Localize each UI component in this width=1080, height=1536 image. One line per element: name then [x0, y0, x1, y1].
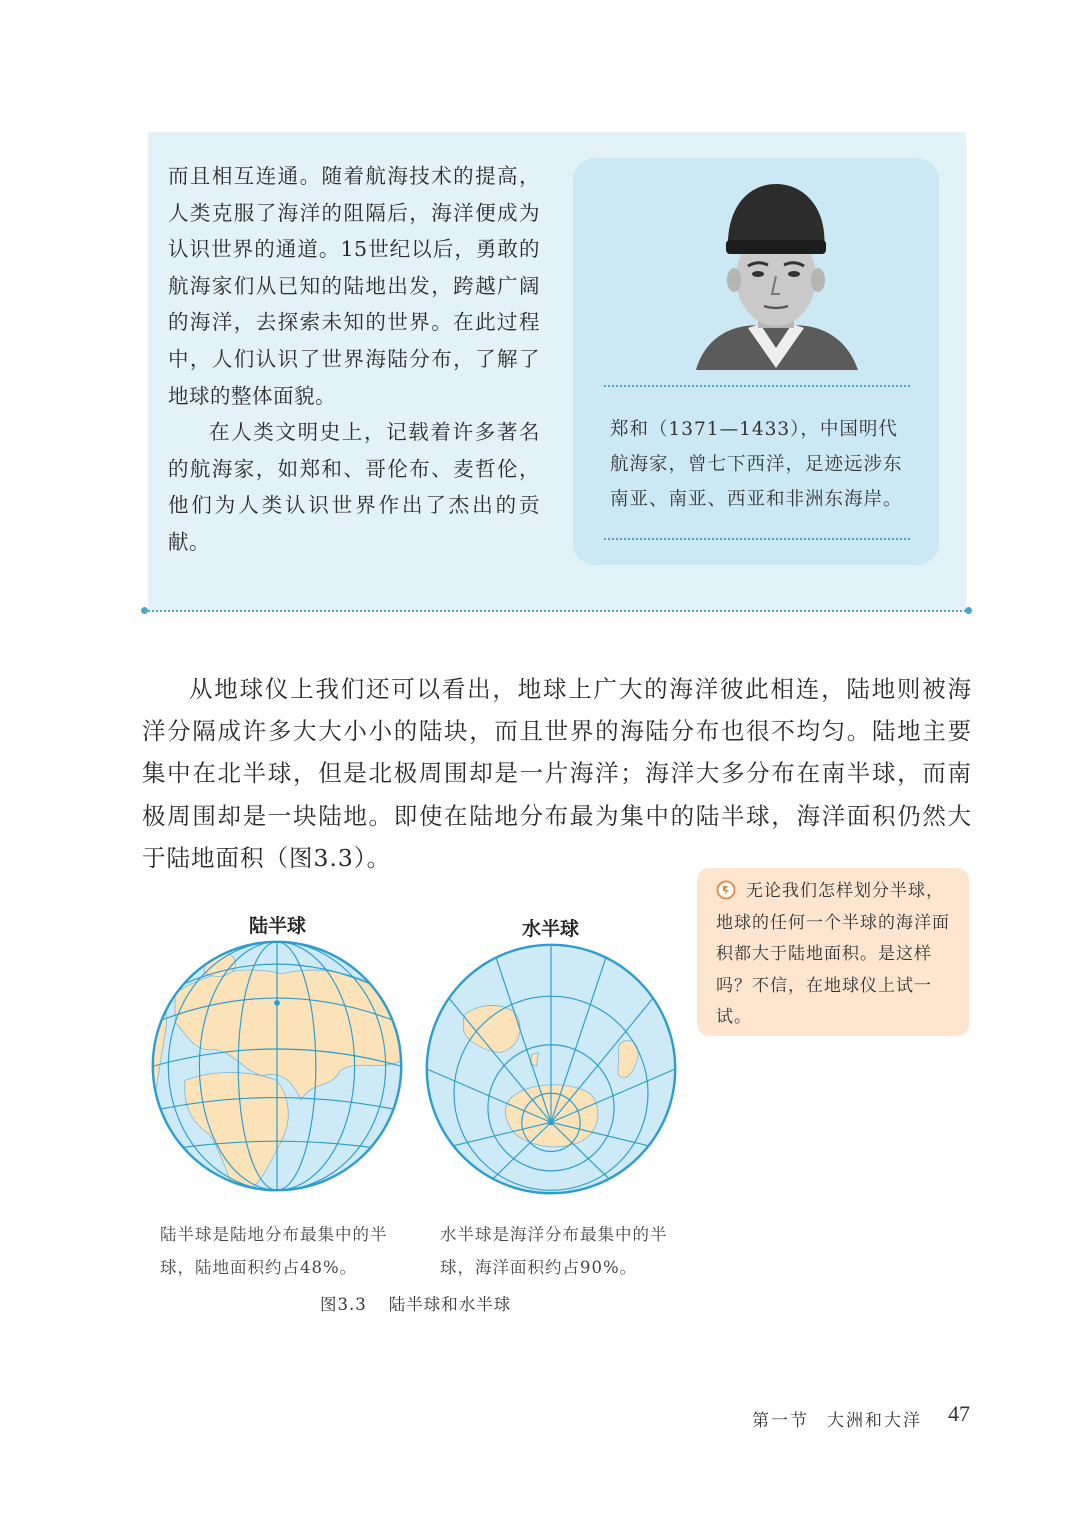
portrait-divider-bottom	[604, 538, 910, 540]
water-hemisphere-map	[420, 938, 682, 1200]
reading-paragraph-1: 而且相互连通。随着航海技术的提高，人类克服了海洋的阻隔后，海洋便成为认识世界的通道。15世纪以后，勇敢的航海家们从已知的陆地出发，跨越广阔的海洋，去探索未知的世界。在此过程中，人们认识了世界海陆分布，了解了地球的整体面貌。	[168, 164, 540, 408]
figure-caption	[320, 1291, 511, 1315]
box-rule-left-dot	[141, 607, 148, 614]
box-rule-right-dot	[965, 607, 972, 614]
think-note-text: 无论我们怎样划分半球，地球的任何一个半球的海洋面积都大于陆地面积。是这样吗？不信，在地球仪上试一试。	[716, 881, 950, 1027]
page-number: 47	[948, 1401, 970, 1426]
footer-section: 第一节	[752, 1411, 809, 1431]
water-hemisphere-caption: 水半球是海洋分布最集中的半球，海洋面积约占90%。	[440, 1225, 668, 1277]
reading-box-text	[168, 158, 540, 561]
land-hemisphere-caption: 陆半球是陆地分布最集中的半球，陆地面积约占48%。	[160, 1225, 388, 1277]
footer-chapter: 大洲和大洋	[827, 1411, 922, 1431]
water-hemisphere-title: 水半球	[522, 918, 580, 940]
portrait-divider-top	[604, 385, 910, 387]
portrait-caption: 郑和（1371—1433），中国明代航海家，曾七下西洋，足迹远涉东南亚、南亚、西亚和非洲东海岸。	[610, 419, 903, 510]
land-hemisphere-title: 陆半球	[249, 915, 307, 937]
figure-number: 图3.3	[320, 1295, 367, 1314]
main-text	[142, 668, 972, 879]
box-bottom-rule	[148, 610, 966, 612]
land-hemisphere-map	[146, 935, 408, 1197]
main-paragraph: 从地球仪上我们还可以看出，地球上广大的海洋彼此相连，陆地则被海洋分隔成许多大大小小的陆块，而且世界的海陆分布也很不均匀。陆地主要集中在北半球，但是北极周围却是一片海洋；海洋大多分布在南半球，而南极周围却是一块陆地。即使在陆地分布最为集中的陆半球，海洋面积仍然大于陆地面积（图3.3）。	[142, 675, 972, 872]
zheng-he-portrait	[688, 178, 864, 370]
running-footer	[752, 1406, 922, 1431]
figure-title: 陆半球和水半球	[388, 1295, 512, 1314]
reading-paragraph-2: 在人类文明史上，记载着许多著名的航海家，如郑和、哥伦布、麦哲伦，他们为人类认识世界作出了杰出的贡献。	[168, 420, 540, 554]
